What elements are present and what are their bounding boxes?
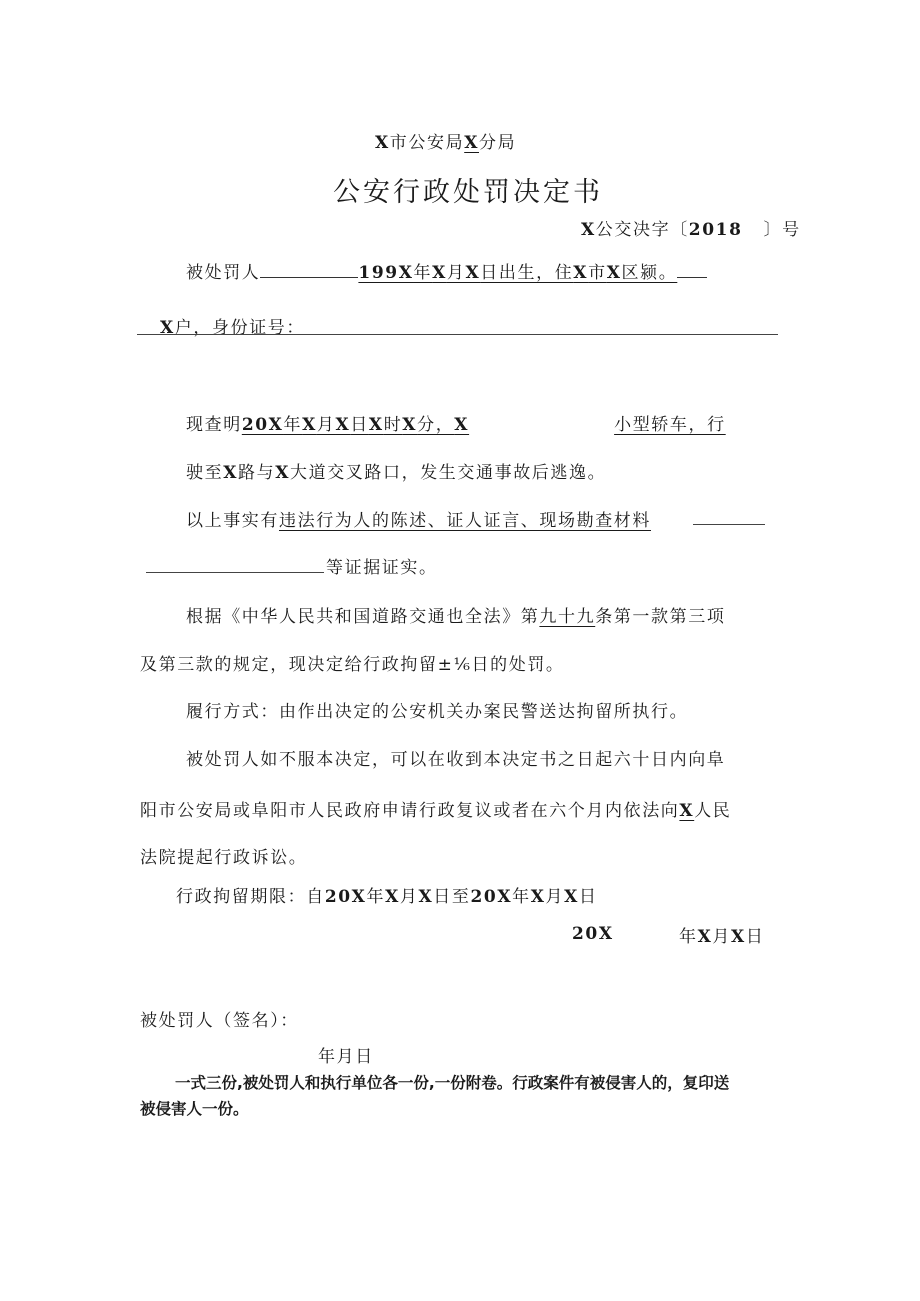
appeal-line-2: 阳市公安局或阜阳市人民政府申请行政复议或者在六个月内依法向X人民: [140, 801, 732, 821]
signature-date: 年月日: [318, 1047, 374, 1067]
doc-no-mid: 公交决字〔: [595, 220, 689, 240]
execution-method: 履行方式：由作出决定的公安机关办案民警送达拘留所执行。: [186, 702, 689, 722]
basis-line-1: 根据《中华人民共和国道路交通也全法》第九十九条第一款第三项: [186, 607, 726, 627]
basis-line-2: 及第三款的规定，现决定给行政拘留±⅙日的处罚。: [140, 655, 565, 675]
person-line-2: X户，身份证号：: [160, 318, 305, 338]
article-number: 九十九: [539, 607, 596, 627]
facts-line-1: 现查明20X年X月X日X时X分，X 小型轿车，行: [186, 415, 726, 435]
appeal-line-3: 法院提起行政诉讼。: [140, 848, 308, 868]
detention-period: 行政拘留期限：自20X年X月X日至20X年X月X日: [176, 887, 598, 907]
issue-date-year: 20X: [572, 924, 614, 944]
evidence-blank-line-1: [693, 524, 765, 525]
person-label: 被处罚人: [186, 263, 261, 283]
facts-time-underlined: 20X年X月X日X时X分，X 小型轿车，行: [241, 415, 726, 435]
facts-line-2: 驶至X路与X大道交叉路口，发生交通事故后逃逸。: [186, 463, 607, 483]
evidence-line-1: 以上事实有违法行为人的陈述、证人证言、现场勘查材料: [186, 511, 651, 531]
agency-city-bureau: 市公安局: [389, 133, 465, 153]
doc-no-year: 2018: [688, 220, 743, 240]
evidence-line-2: 等证据证实。: [326, 558, 438, 578]
person-blank-end: [677, 263, 707, 278]
document-title: 公安行政处罚决定书: [333, 177, 603, 208]
appeal-line-1: 被处罚人如不服本决定，可以在收到本决定书之日起六十日内向阜: [186, 750, 726, 770]
signature-label: 被处罚人（签名）：: [140, 1011, 299, 1031]
evidence-items: 违法行为人的陈述、证人证言、现场勘查材料: [279, 511, 651, 531]
issue-date-rest: 年X月X日: [679, 927, 765, 947]
doc-no-prefix: X: [581, 220, 596, 240]
person-line-1: [186, 258, 707, 283]
footnote-line-1: 一式三份,被处罚人和执行单位各一份,一份附卷。行政案件有被侵害人的，复印送: [175, 1074, 730, 1092]
agency-name: [375, 128, 516, 153]
id-number-label: 户，身份证号：: [174, 318, 305, 338]
doc-no-suffix: 〕号: [763, 220, 801, 240]
document-number: [581, 215, 801, 240]
agency-branch-x: X: [464, 133, 479, 153]
person-blank: [260, 263, 358, 278]
footnote-line-2: 被侵害人一份。: [140, 1100, 249, 1118]
person-info-underlined: 199X年X月X日出生，住X市X区颍。: [358, 263, 678, 283]
agency-branch: 分局: [479, 133, 517, 153]
id-number-line: [137, 334, 778, 335]
agency-city-x: X: [375, 133, 390, 153]
evidence-blank-line-2: [146, 572, 324, 573]
